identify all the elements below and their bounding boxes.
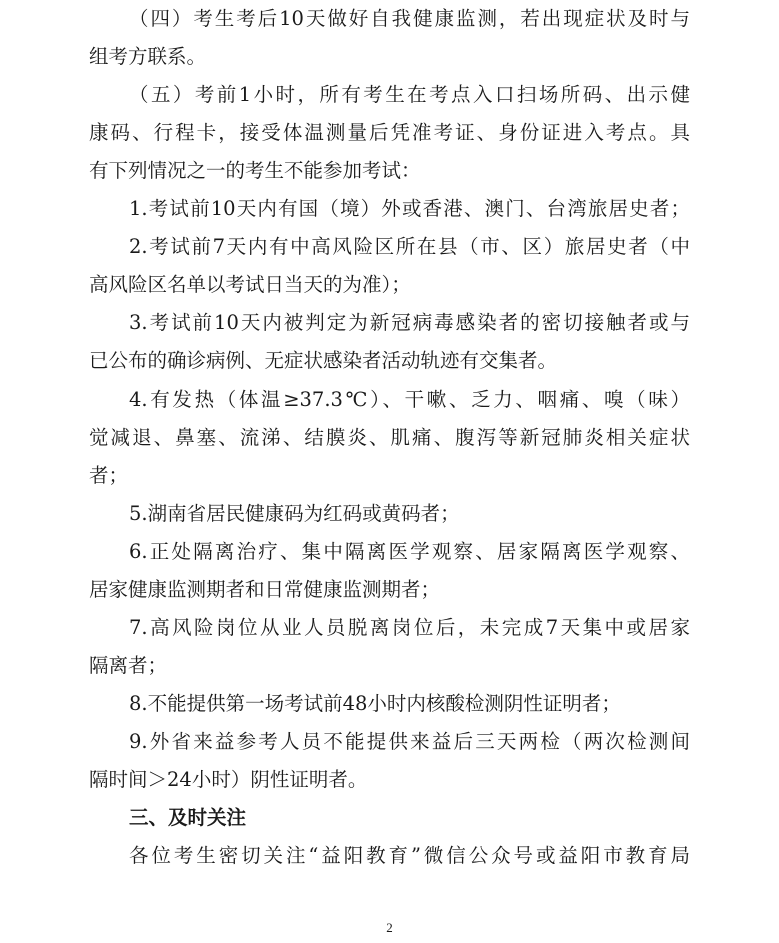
paragraph-4-line-2: 组考方联系。 [89, 45, 207, 68]
list-item-6-line-1: 6.正处隔离治疗、集中隔离医学观察、居家隔离医学观察、 [129, 540, 690, 563]
list-item-4-line-1: 4.有发热（体温≥37.3℃）、干嗽、乏力、咽痛、嗅（味） [129, 388, 690, 411]
list-item-9-line-1: 9.外省来益参考人员不能提供来益后三天两检（两次检测间 [129, 730, 690, 753]
list-item-6-line-2: 居家健康监测期者和日常健康监测期者； [89, 578, 441, 601]
list-item-7-line-2: 隔离者； [89, 654, 168, 677]
list-item-8-line-1: 8.不能提供第一场考试前48小时内核酸检测阴性证明者； [129, 692, 621, 715]
list-item-7-line-1: 7.高风险岗位从业人员脱离岗位后，未完成7天集中或居家 [129, 616, 690, 639]
list-item-3-line-1: 3.考试前10天内被判定为新冠病毒感染者的密切接触者或与 [129, 311, 690, 334]
list-item-3-line-2: 已公布的确诊病例、无症状感染者活动轨迹有交集者。 [89, 349, 558, 372]
section-heading: 三、及时关注 [129, 806, 247, 829]
list-item-2-line-2: 高风险区名单以考试日当天的为准）； [89, 273, 411, 296]
paragraph-5-line-3: 有下列情况之一的考生不能参加考试： [89, 159, 421, 182]
page-number: 2 [386, 920, 393, 935]
list-item-4-line-2: 觉减退、鼻塞、流涕、结膜炎、肌痛、腹泻等新冠肺炎相关症状 [89, 426, 690, 449]
list-item-4-line-3: 者； [89, 464, 129, 487]
paragraph-5-line-1: （五）考前1小时，所有考生在考点入口扫场所码、出示健 [129, 83, 690, 106]
list-item-1-line-1: 1.考试前10天内有国（境）外或香港、澳门、台湾旅居史者； [129, 197, 690, 220]
list-item-2-line-1: 2.考试前7天内有中高风险区所在县（市、区）旅居史者（中 [129, 235, 690, 258]
section-paragraph-line-1: 各位考生密切关注“益阳教育”微信公众号或益阳市教育局 [129, 844, 690, 867]
list-item-5-line-1: 5.湖南省居民健康码为红码或黄码者； [129, 502, 460, 525]
paragraph-5-line-2: 康码、行程卡，接受体温测量后凭准考证、身份证进入考点。具 [89, 121, 690, 144]
paragraph-4-line-1: （四）考生考后10天做好自我健康监测，若出现症状及时与 [129, 7, 690, 30]
list-item-9-line-2: 隔时间＞24小时）阴性证明者。 [89, 768, 368, 791]
